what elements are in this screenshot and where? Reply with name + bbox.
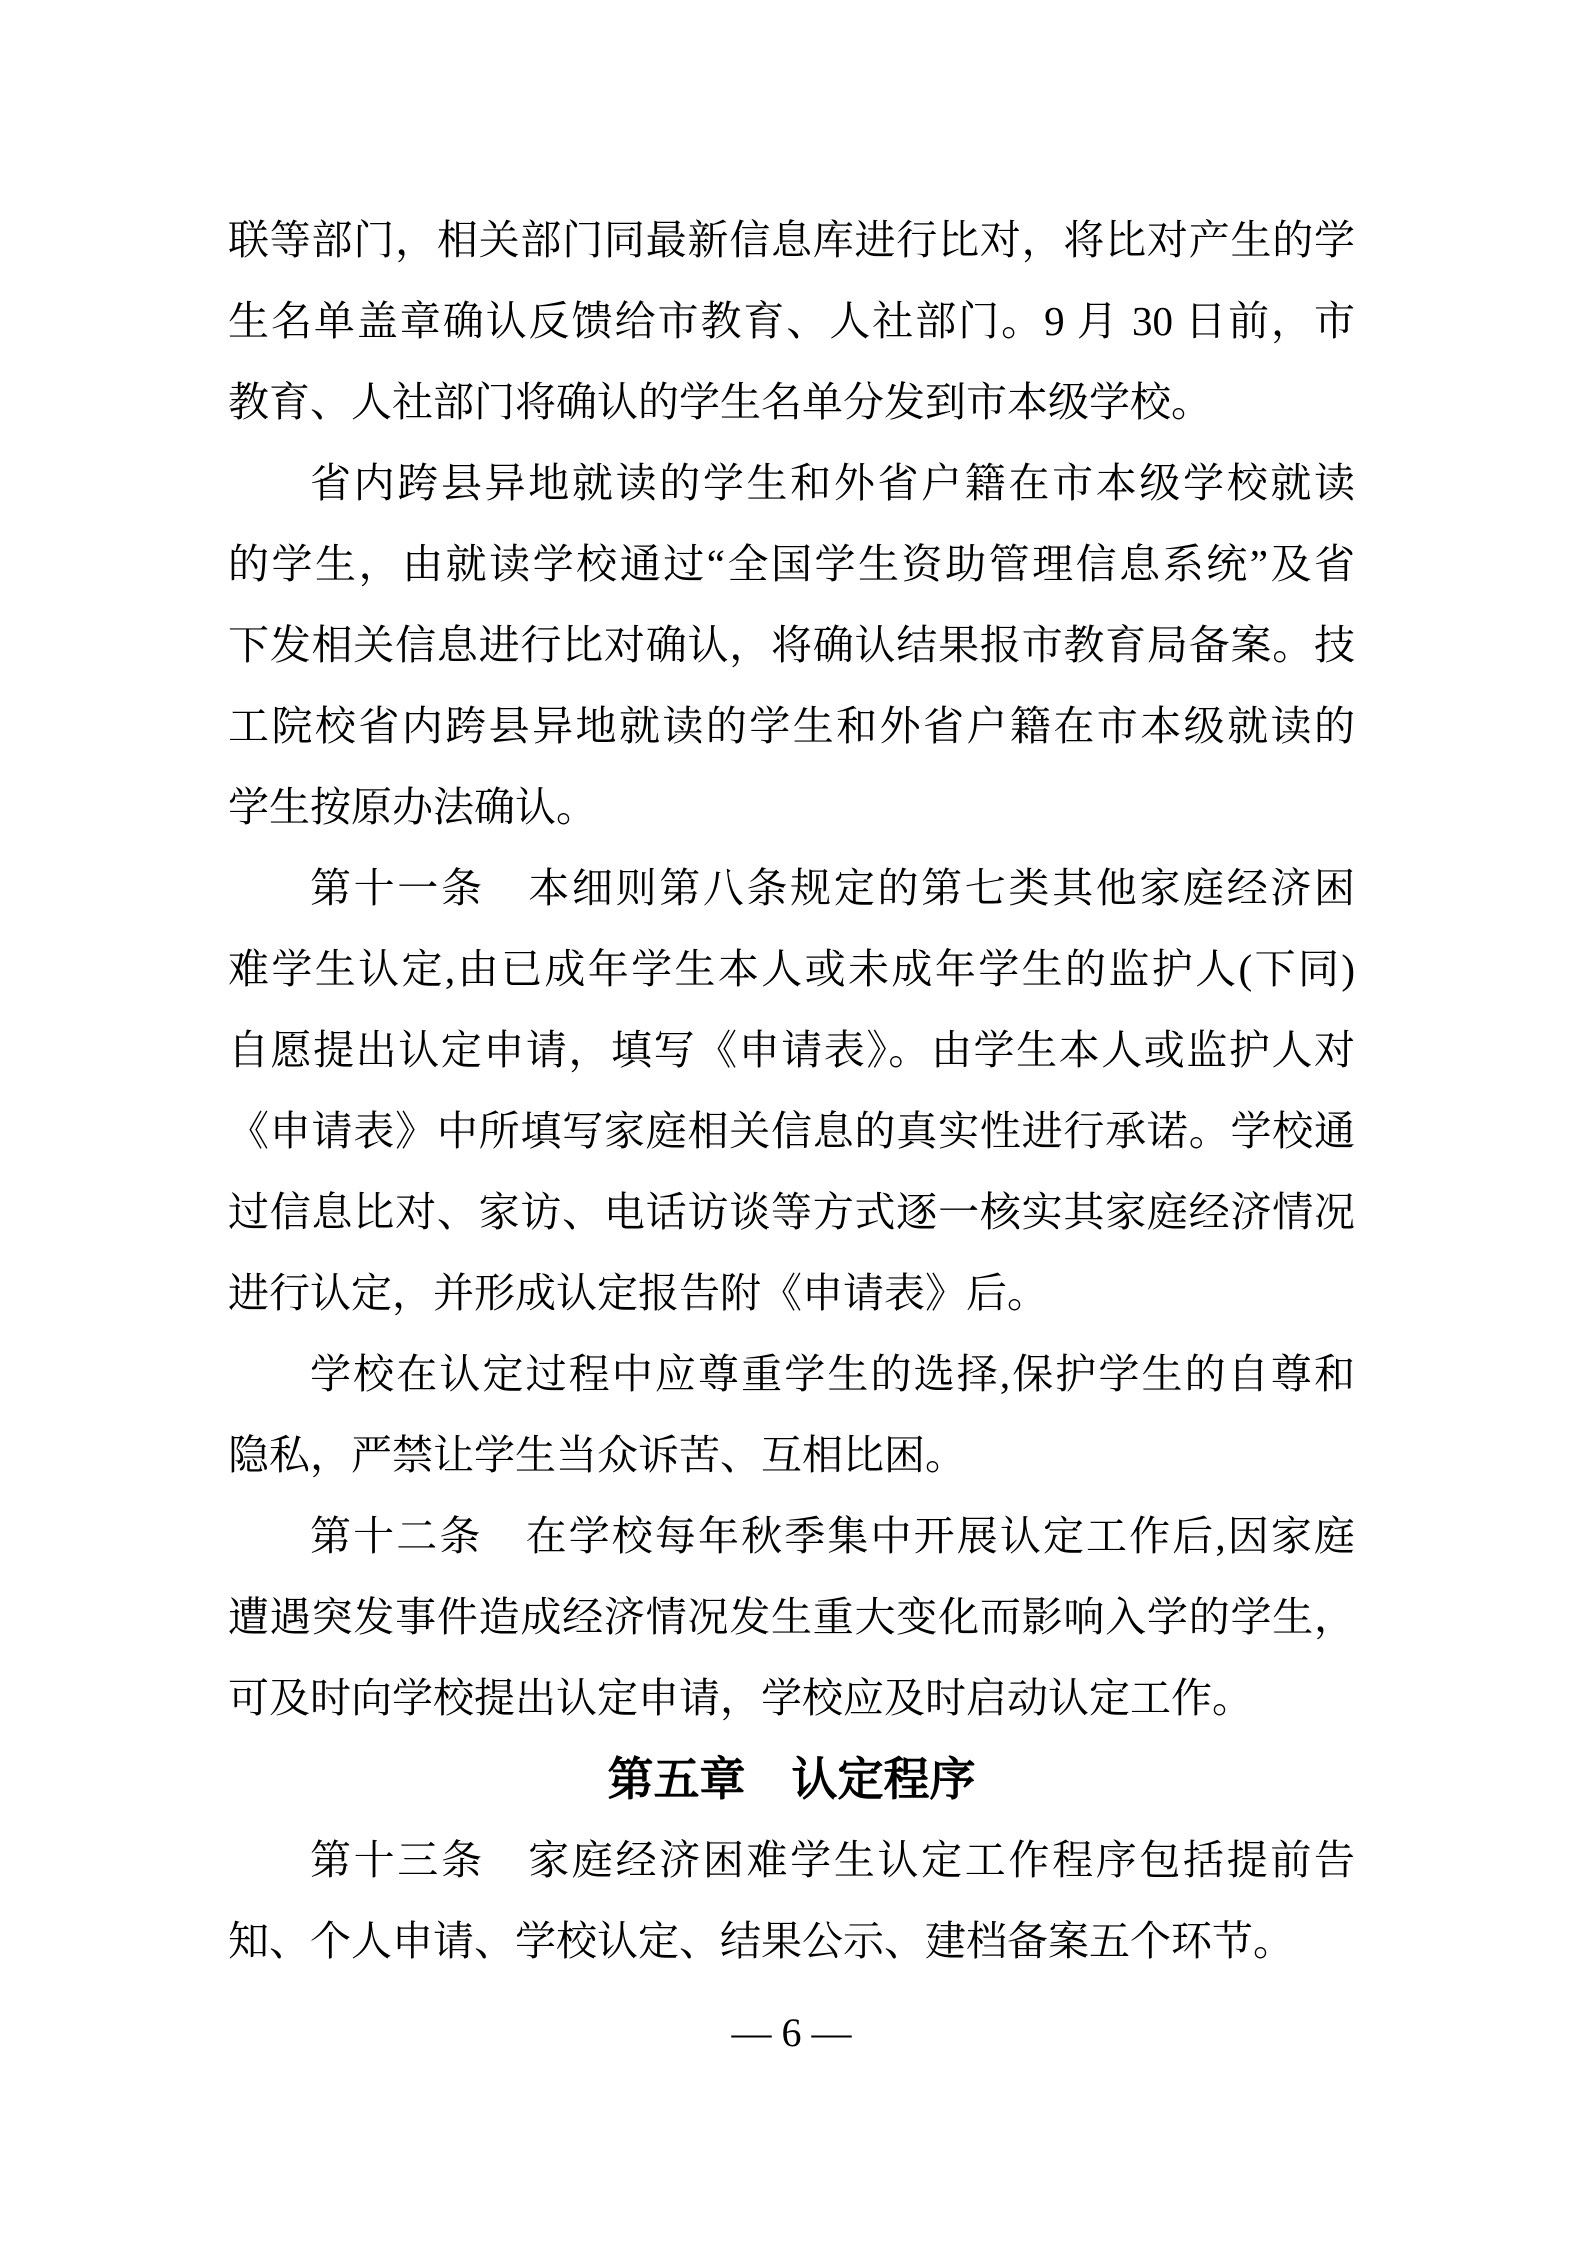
text-line: 第十二条 在学校每年秋季集中开展认定工作后,因家庭 xyxy=(310,1513,1355,1559)
text-line: 工院校省内跨县异地就读的学生和外省户籍在市本级就读的 xyxy=(228,703,1355,749)
text-line: 第十一条 本细则第八条规定的第七类其他家庭经济困 xyxy=(310,865,1355,911)
text-line: 第十三条 家庭经济困难学生认定工作程序包括提前告 xyxy=(310,1837,1355,1883)
text-line: 隐私，严禁让学生当众诉苦、互相比困。 xyxy=(228,1432,966,1478)
document-body xyxy=(228,200,1355,1982)
text-line: 教育、人社部门将确认的学生名单分发到市本级学校。 xyxy=(228,379,1212,425)
text-line: 的学生，由就读学校通过“全国学生资助管理信息系统”及省 xyxy=(228,541,1355,587)
text-line: 知、个人申请、学校认定、结果公示、建档备案五个环节。 xyxy=(228,1918,1294,1964)
text-line: 生名单盖章确认反馈给市教育、人社部门。9 月 30 日前，市 xyxy=(228,298,1355,344)
text-line: 省内跨县异地就读的学生和外省户籍在市本级学校就读 xyxy=(310,460,1355,506)
text-line: 《申请表》中所填写家庭相关信息的真实性进行承诺。学校通 xyxy=(228,1108,1355,1154)
text-line: 遭遇突发事件造成经济情况发生重大变化而影响入学的学生， xyxy=(228,1594,1355,1640)
text-line: 过信息比对、家访、电话访谈等方式逐一核实其家庭经济情况 xyxy=(228,1189,1355,1235)
text-line: 学校在认定过程中应尊重学生的选择,保护学生的自尊和 xyxy=(310,1351,1355,1397)
text-line: 下发相关信息进行比对确认，将确认结果报市教育局备案。技 xyxy=(228,622,1355,668)
page-number: — 6 — xyxy=(731,2010,852,2055)
text-line: 联等部门，相关部门同最新信息库进行比对，将比对产生的学 xyxy=(228,217,1355,263)
text-line: 学生按原办法确认。 xyxy=(228,784,597,830)
text-line: 进行认定，并形成认定报告附《申请表》后。 xyxy=(228,1270,1048,1316)
chapter-heading: 第五章 认定程序 xyxy=(607,1753,976,1805)
page-footer xyxy=(228,1992,1355,2073)
text-line: 自愿提出认定申请，填写《申请表》。由学生本人或监护人对 xyxy=(228,1027,1355,1073)
text-line: 难学生认定,由已成年学生本人或未成年学生的监护人(下同) xyxy=(228,946,1355,992)
text-line: 可及时向学校提出认定申请，学校应及时启动认定工作。 xyxy=(228,1675,1253,1721)
